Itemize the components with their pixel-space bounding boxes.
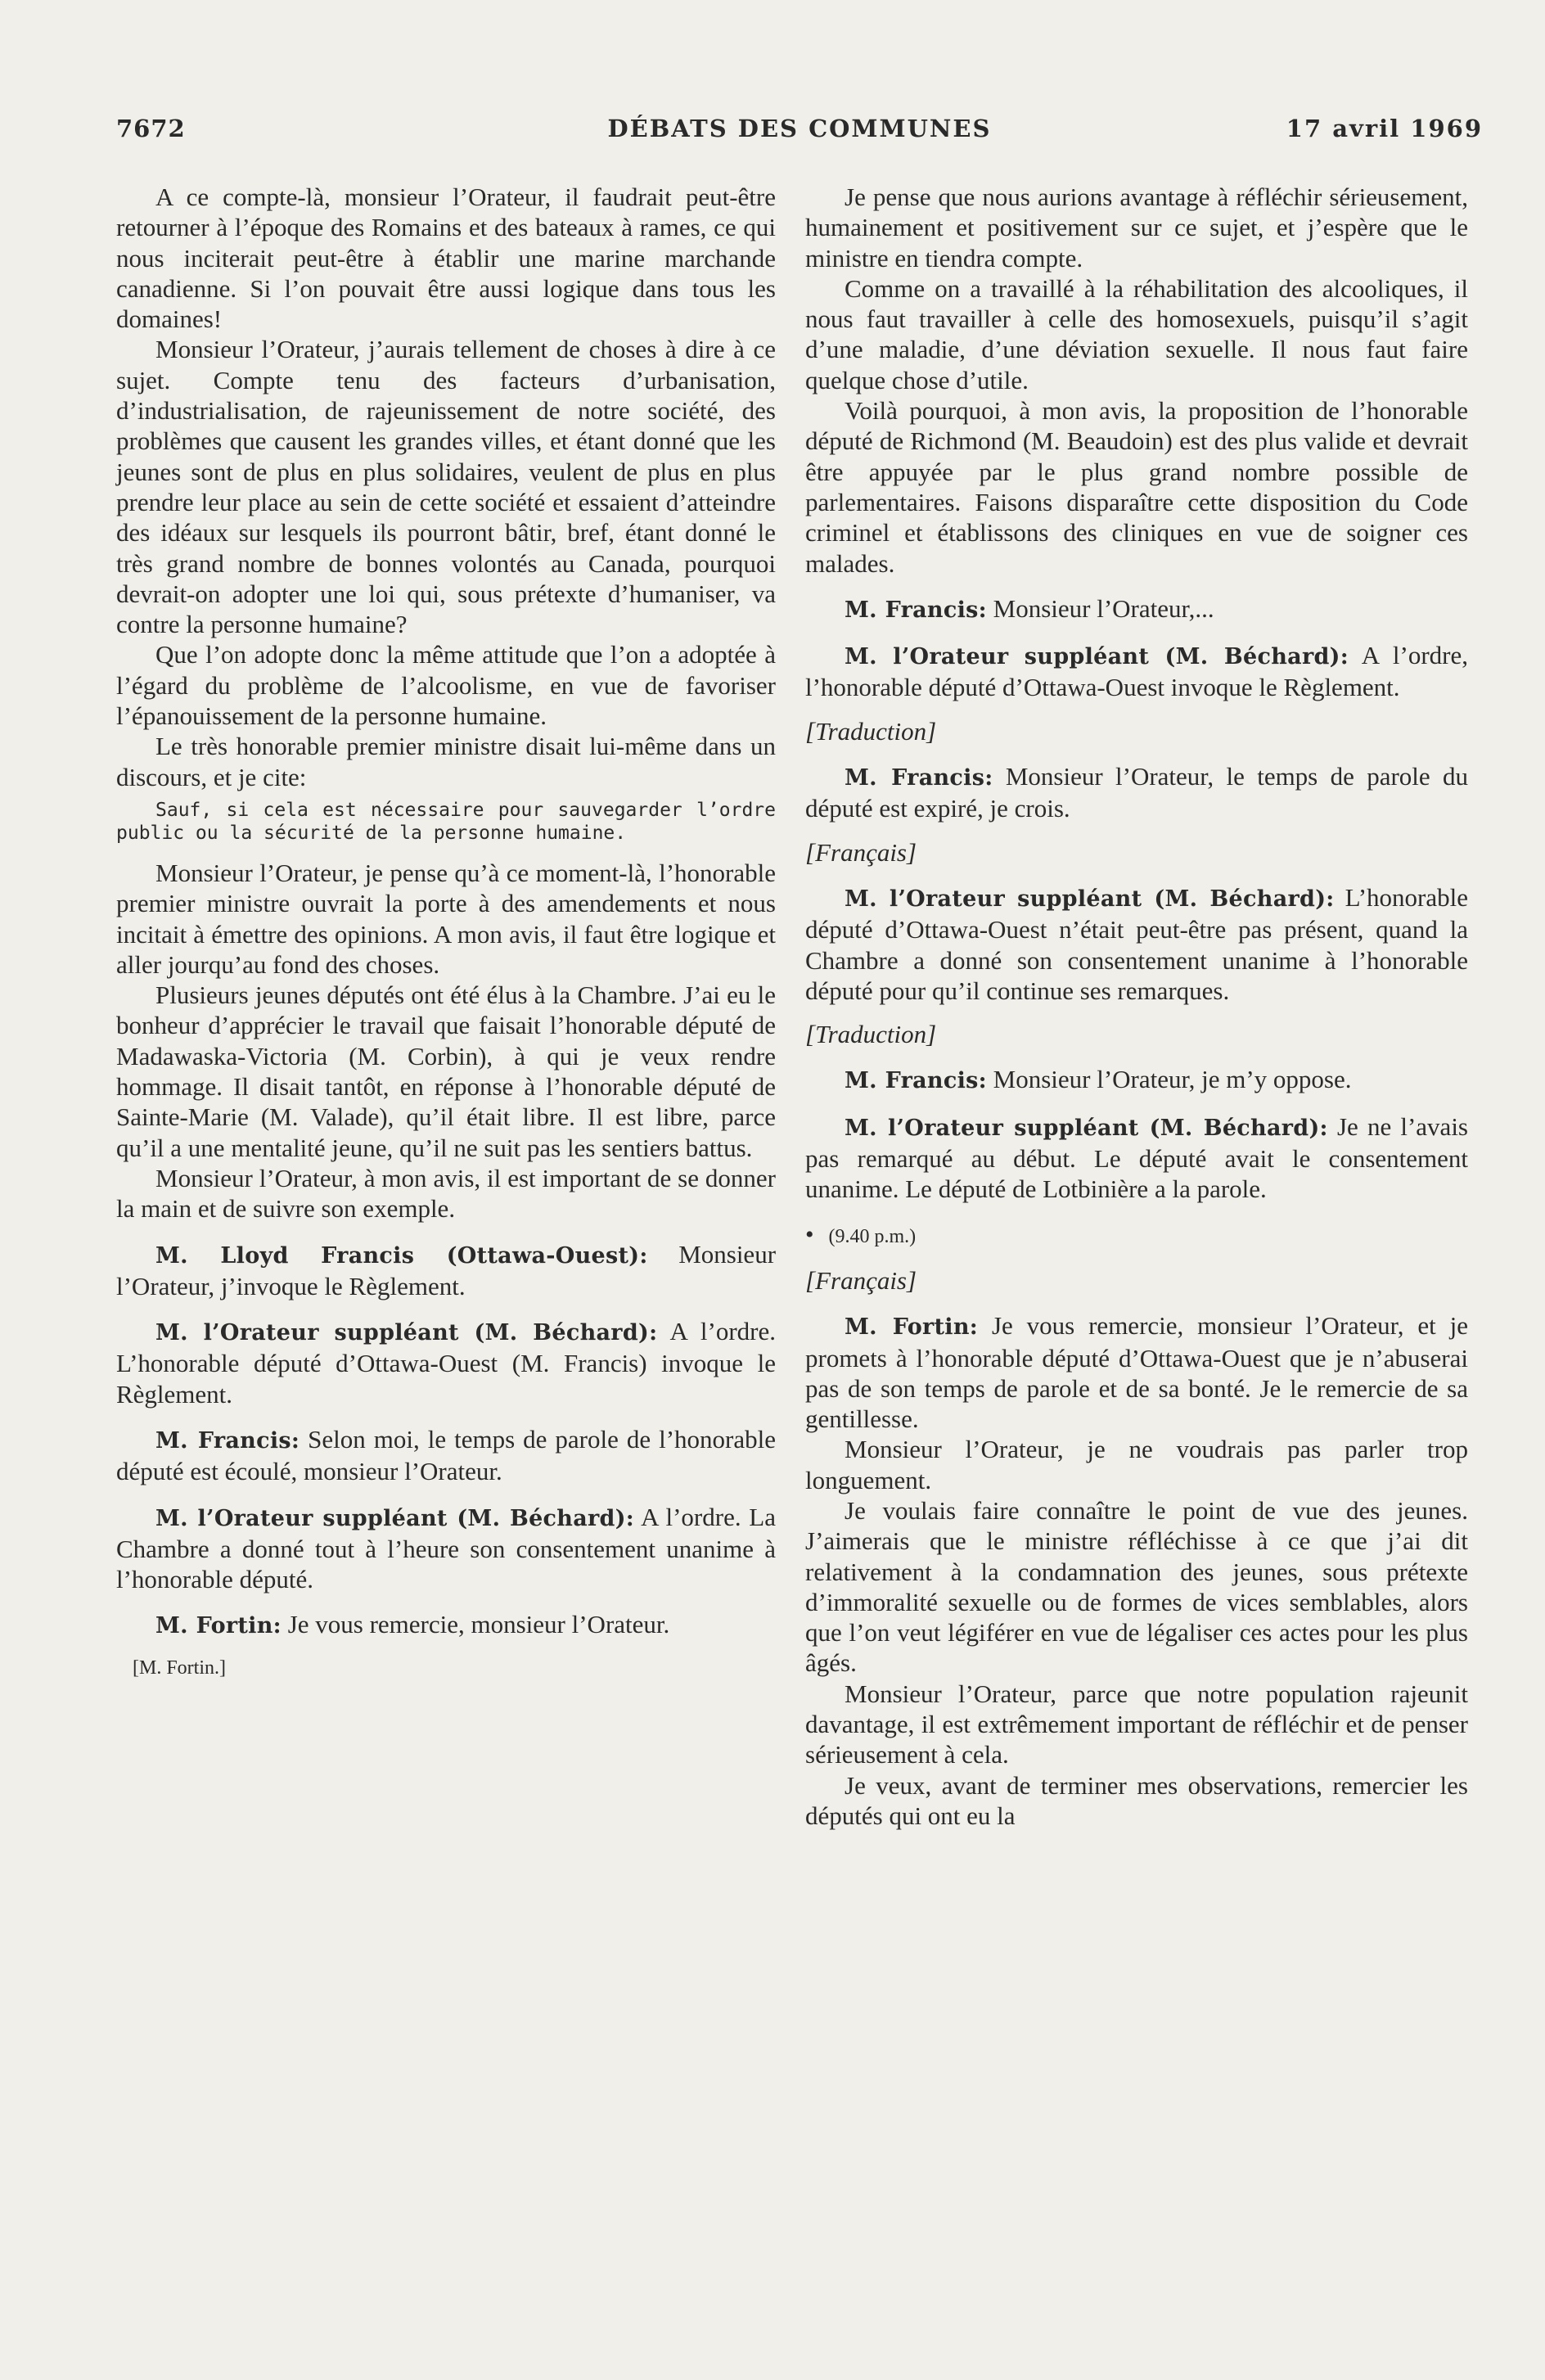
paragraph: Plusieurs jeunes députés ont été élus à la Chambre. J’ai eu le bonheur d’apprécier le travail que faisait l’honorable député de Madawaska-Victoria (M. Corbin), à qui je veux rendre hommage. Il disait tantôt, en réponse à l’honorable député de Sainte-Marie (M. Valade), qu’il était libre. Il est libre, parce qu’il a une mentalité jeune, qu’il ne suit pas les sentiers battus. <box>116 980 776 1162</box>
speaker-name: M. Francis: <box>845 765 993 791</box>
speech <box>805 1111 1468 1205</box>
running-title: DÉBATS DES COMMUNES <box>607 115 992 142</box>
speech <box>116 1316 776 1409</box>
speech-text: Selon moi, le temps de parole de l’honorable député est écoulé, monsieur l’Orateur. <box>116 1424 777 1486</box>
page-date: 17 avril 1969 <box>1286 115 1483 142</box>
speech-text: A l’ordre. La Chambre a donné tout à l’heure son consentement unanime à l’honorable député. <box>116 1502 776 1594</box>
bullet-icon: • <box>805 1220 814 1248</box>
paragraph: Je pense que nous aurions avantage à réfléchir sérieusement, humainement et positivement sur ce sujet, et j’espère que le ministre en tiendra compte. <box>805 183 1468 273</box>
speech <box>805 1310 1468 1434</box>
language-marker: [Français] <box>805 1265 917 1295</box>
page-number: 7672 <box>116 115 186 142</box>
speech <box>805 593 1468 625</box>
speech-text: Je ne l’avais pas remarqué au début. Le député avait le consentement unanime. Le député de Lotbinière a la parole. <box>805 1111 1468 1204</box>
time-stamp <box>805 1219 1468 1252</box>
speaker-name: M. Francis: <box>155 1427 300 1454</box>
speaker-name: M. l’Orateur suppléant (M. Béchard): <box>845 886 1335 912</box>
paragraph: Le très honorable premier ministre disait lui-même dans un discours, et je cite: <box>116 732 776 791</box>
speech-text: A l’ordre, l’honorable député d’Ottawa-Ouest invoque le Règlement. <box>805 641 1468 702</box>
block-quote: Sauf, si cela est nécessaire pour sauvegarder l’ordre public ou la sécurité de la personne humaine. <box>116 799 776 844</box>
page-footer-note: [M. Fortin.] <box>133 1657 226 1679</box>
speech-text: Je vous remercie, monsieur l’Orateur, et je promets à l’honorable député d’Ottawa-Ouest que je n’abuserai pas de son temps de parole et de sa bonté. Je le remercie de sa gentillesse. <box>805 1311 1469 1434</box>
speaker-name: M. l’Orateur suppléant (M. Béchard): <box>845 1115 1328 1141</box>
speech <box>116 1424 776 1487</box>
paragraph: Voilà pourquoi, à mon avis, la proposition de l’honorable député de Richmond (M. Beaudoin) est des plus valide et devrait être appuyée par le plus grand nombre possible de parlementaires. Faisons disparaître cette disposition du Code criminel et établissons des cliniques en vue de soigner ces malades. <box>805 396 1468 578</box>
speech-text: Monsieur l’Orateur, le temps de parole du député est expiré, je crois. <box>805 762 1469 823</box>
speaker-name: M. l’Orateur suppléant (M. Béchard): <box>845 644 1349 670</box>
speaker-name: M. Francis: <box>845 597 987 623</box>
speech-text: Je vous remercie, monsieur l’Orateur. <box>287 1610 670 1639</box>
speech <box>805 882 1468 1006</box>
paragraph: Que l’on adopte donc la même attitude que l’on a adoptée à l’égard du problème de l’alcoolisme, en vue de favoriser l’épanouissement de la personne humaine. <box>116 640 776 731</box>
speech-text: Monsieur l’Orateur, je m’y oppose. <box>993 1065 1352 1094</box>
speech <box>805 1064 1468 1096</box>
paragraph: Monsieur l’Orateur, je pense qu’à ce moment-là, l’honorable premier ministre ouvrait la porte à des amendements et nous incitait à émettre des opinions. A mon avis, il faut être logique et aller jourqu’au fond des choses. <box>116 858 776 979</box>
paragraph: Je voulais faire connaître le point de vue des jeunes. J’aimerais que le ministre réfléchisse à ce que j’ai dit relativement à la condamnation des jeunes, sous prétexte d’immoralité sexuelle ou de formes de vices semblables, alors que l’on veut légiférer en vue de légaliser ces actes pour les plus âgés. <box>805 1495 1468 1678</box>
speech-text: A l’ordre. L’honorable député d’Ottawa-Ouest (M. Francis) invoque le Règlement. <box>116 1317 776 1409</box>
language-marker: [Traduction] <box>805 1020 937 1049</box>
speech <box>116 1502 776 1595</box>
speech <box>805 761 1468 824</box>
speaker-name: M. Fortin: <box>845 1314 979 1341</box>
paragraph: Je veux, avant de terminer mes observations, remercier les députés qui ont eu la <box>805 1770 1468 1830</box>
speech-text: Monsieur l’Orateur, j’invoque le Règlement. <box>116 1239 777 1300</box>
paragraph: Monsieur l’Orateur, à mon avis, il est important de se donner la main et de suivre son exemple. <box>116 1163 776 1224</box>
speech <box>116 1239 776 1302</box>
left-column <box>116 182 776 1684</box>
speech-text: L’honorable député d’Ottawa-Ouest n’était peut-être pas présent, quand la Chambre a donné son consentement unanime à l’honorable député pour qu’il continue ses remarques. <box>805 882 1468 1005</box>
speaker-name: M. Francis: <box>845 1068 987 1094</box>
speaker-name: M. Fortin: <box>155 1613 282 1639</box>
time-text: (9.40 p.m.) <box>828 1225 917 1247</box>
right-column <box>805 182 1468 1831</box>
language-marker: [Français] <box>805 837 917 867</box>
speaker-name: M. Lloyd Francis (Ottawa-Ouest): <box>155 1242 648 1269</box>
language-marker: [Traduction] <box>805 716 937 746</box>
page-header <box>116 115 1483 151</box>
speech-text: Monsieur l’Orateur,... <box>993 593 1214 623</box>
paragraph: Comme on a travaillé à la réhabilitation des alcooliques, il nous faut travailler à celle des homosexuels, puisqu’il s’agit d’une maladie, d’une déviation sexuelle. Il nous faut faire quelque chose d’utile. <box>805 273 1468 394</box>
speaker-name: M. l’Orateur suppléant (M. Béchard): <box>155 1505 635 1531</box>
speaker-name: M. l’Orateur suppléant (M. Béchard): <box>155 1320 658 1346</box>
speech <box>805 640 1468 703</box>
paragraph: Monsieur l’Orateur, je ne voudrais pas parler trop longuement. <box>805 1435 1468 1494</box>
speech <box>116 1609 776 1641</box>
paragraph: Monsieur l’Orateur, parce que notre population rajeunit davantage, il est extrêmement important de réfléchir et de penser sérieusement à cela. <box>805 1679 1468 1769</box>
paragraph: A ce compte-là, monsieur l’Orateur, il faudrait peut-être retourner à l’époque des Romains et des bateaux à rames, ce qui nous inciterait peut-être à établir une marine marchande canadienne. Si l’on pouvait être aussi logique dans tous les domaines! <box>116 183 776 334</box>
paragraph: Monsieur l’Orateur, j’aurais tellement de choses à dire à ce sujet. Compte tenu des facteurs d’urbanisation, d’industrialisation, de rajeunissement de notre société, des problèmes que causent les grandes villes, et étant donné que les jeunes sont de plus en plus solidaires, veulent de plus en plus prendre leur place au sein de cette société et essaient d’atteindre des idéaux sur lesquels ils pourront bâtir, bref, étant donné le très grand nombre de bonnes volontés au Canada, pourquoi devrait-on adopter une loi qui, sous prétexte d’humaniser, va contre la personne humaine? <box>116 335 776 639</box>
